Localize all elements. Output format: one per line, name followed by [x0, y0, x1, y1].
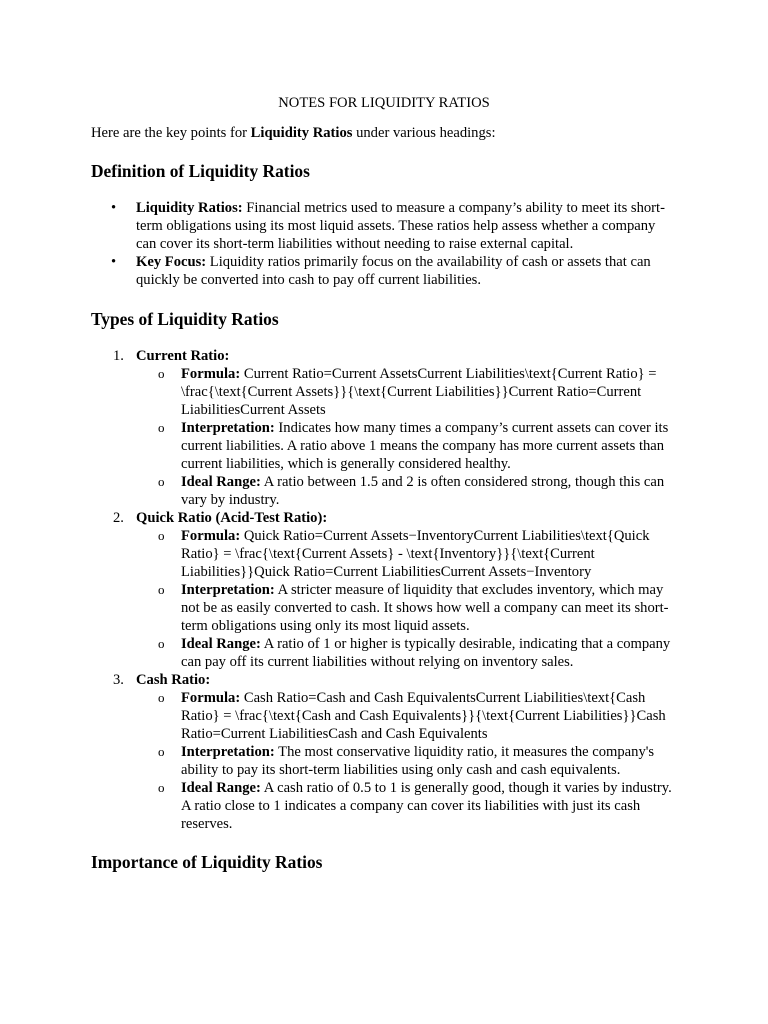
type-title: Current Ratio:	[136, 348, 230, 364]
heading-definition: Definition of Liquidity Ratios	[91, 161, 310, 181]
sub-text: Quick Ratio=Current Assets−InventoryCurrent Liabilities\text{Quick Ratio} = \frac{\text{Current Assets} - \text{Inventory}}{\text{Current Liabilities}}Quick Ratio=Current LiabilitiesCurrent Assets−Inventory	[181, 528, 650, 580]
bullet-text: Financial metrics used to measure a company’s ability to meet its short-term obligations using its most liquid assets. These ratios help assess whether a company can cover its short-term liabilities without needing to raise external capital.	[136, 200, 665, 252]
intro-paragraph	[91, 124, 677, 142]
bullet-label: Liquidity Ratios:	[136, 200, 243, 216]
sub-label: Formula:	[181, 690, 241, 706]
definition-bullet	[91, 253, 677, 289]
sub-item-formula	[136, 689, 677, 743]
sub-item-interpretation	[136, 743, 677, 779]
sub-label: Interpretation:	[181, 744, 275, 760]
types-list	[91, 347, 677, 833]
sub-text: Current Ratio=Current AssetsCurrent Liabilities\text{Current Ratio} = \frac{\text{Current Assets}}{\text{Current Liabilities}}Current Ratio=Current LiabilitiesCurrent Assets	[181, 366, 657, 418]
type-title: Cash Ratio:	[136, 672, 211, 688]
bullet-label: Key Focus:	[136, 254, 207, 270]
sub-label: Ideal Range:	[181, 474, 261, 490]
sub-label: Formula:	[181, 528, 241, 544]
sub-bullet-marker: o	[158, 366, 165, 381]
type-item-current-ratio	[91, 347, 677, 509]
sub-bullet-marker: o	[158, 420, 165, 435]
intro-text-after: under various headings:	[352, 125, 496, 141]
sub-item-ideal-range	[136, 779, 677, 833]
sub-text: A cash ratio of 0.5 to 1 is generally good, though it varies by industry. A ratio close to 1 indicates a company can cover its liabilities with just its cash reserves.	[181, 780, 672, 832]
definition-list	[91, 199, 677, 289]
sub-label: Formula:	[181, 366, 241, 382]
sub-bullet-marker: o	[158, 636, 165, 651]
type-title: Quick Ratio (Acid-Test Ratio):	[136, 510, 328, 526]
sub-text: A ratio between 1.5 and 2 is often considered strong, though this can vary by industry.	[181, 474, 665, 508]
bullet-text: Liquidity ratios primarily focus on the availability of cash or assets that can quickly be converted into cash to pay off current liabilities.	[136, 254, 651, 288]
sub-item-interpretation	[136, 419, 677, 473]
sub-label: Interpretation:	[181, 420, 275, 436]
sub-item-interpretation	[136, 581, 677, 635]
sub-label: Ideal Range:	[181, 780, 261, 796]
list-number: 3.	[113, 672, 124, 688]
sub-bullet-marker: o	[158, 474, 165, 489]
intro-text-bold: Liquidity Ratios	[250, 125, 353, 141]
sub-item-formula	[136, 527, 677, 581]
sub-text: The most conservative liquidity ratio, it measures the company's ability to pay its short-term liabilities using only cash and cash equivalents.	[181, 744, 655, 778]
bullet-marker: •	[111, 254, 117, 270]
document-title: NOTES FOR LIQUIDITY RATIOS	[278, 95, 490, 111]
sub-label: Interpretation:	[181, 582, 275, 598]
list-number: 1.	[113, 348, 124, 364]
sub-bullet-marker: o	[158, 582, 165, 597]
sub-text: Indicates how many times a company’s current assets can cover its current liabilities. A ratio above 1 means the company has more current assets than current liabilities, which is generally considered healthy.	[181, 420, 669, 472]
heading-types: Types of Liquidity Ratios	[91, 309, 279, 329]
sub-item-ideal-range	[136, 635, 677, 671]
list-number: 2.	[113, 510, 124, 526]
type-item-cash-ratio	[91, 671, 677, 833]
sub-text: A ratio of 1 or higher is typically desirable, indicating that a company can pay off its current liabilities without relying on inventory sales.	[181, 636, 671, 670]
type-item-quick-ratio	[91, 509, 677, 671]
heading-importance: Importance of Liquidity Ratios	[91, 852, 323, 872]
sub-bullet-marker: o	[158, 690, 165, 705]
sub-list	[136, 689, 677, 833]
sub-list	[136, 527, 677, 671]
sub-item-formula	[136, 365, 677, 419]
sub-bullet-marker: o	[158, 528, 165, 543]
sub-label: Ideal Range:	[181, 636, 261, 652]
sub-bullet-marker: o	[158, 744, 165, 759]
sub-bullet-marker: o	[158, 780, 165, 795]
document-page	[91, 94, 677, 890]
sub-item-ideal-range	[136, 473, 677, 509]
definition-bullet	[91, 199, 677, 253]
bullet-marker: •	[111, 200, 117, 216]
intro-text-before: Here are the key points for	[91, 125, 251, 141]
sub-list	[136, 365, 677, 509]
sub-text: A stricter measure of liquidity that excludes inventory, which may not be as easily converted to cash. It shows how well a company can meet its short-term obligations using only its most liquid assets.	[181, 582, 669, 634]
sub-text: Cash Ratio=Cash and Cash EquivalentsCurrent Liabilities\text{Cash Ratio} = \frac{\text{Cash and Cash Equivalents}}{\text{Current Liabilities}}Cash Ratio=Current LiabilitiesCash and Cash Equivalents	[181, 690, 666, 742]
